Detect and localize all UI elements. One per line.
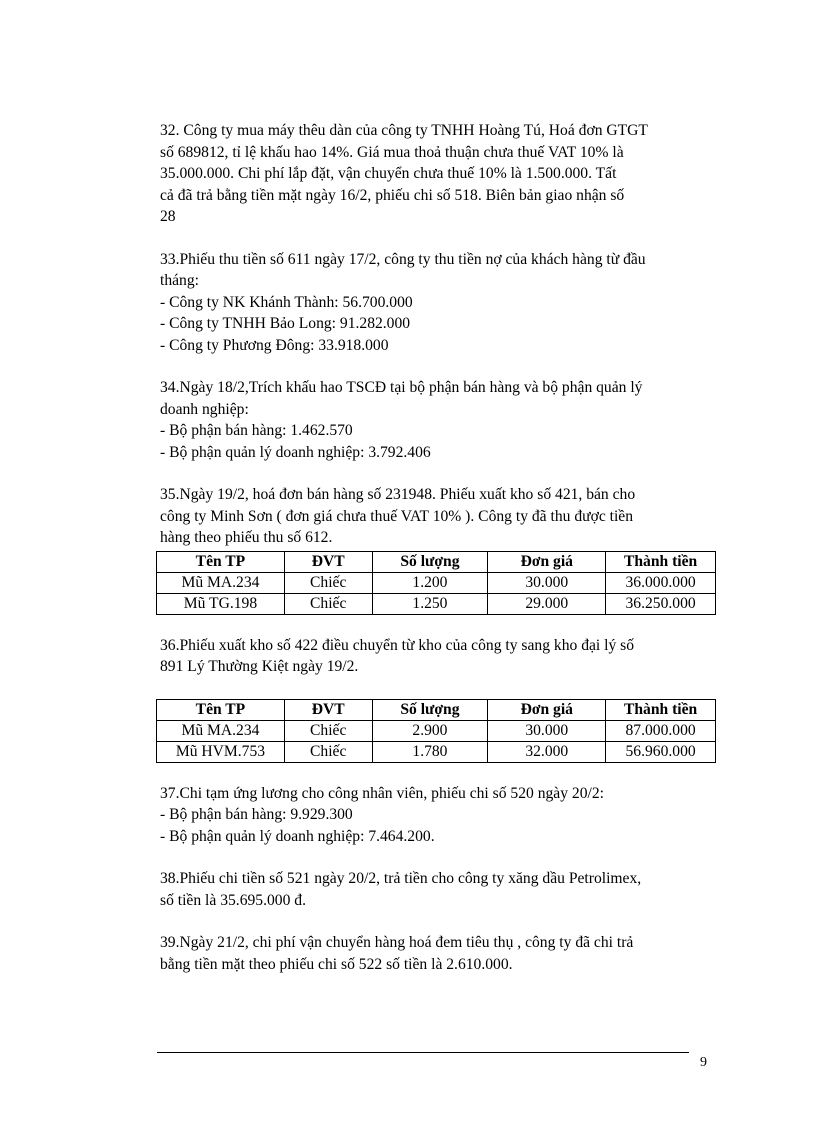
item-32-line: 32. Công ty mua máy thêu dàn của công ty TNHH Hoàng Tú, Hoá đơn GTGT (160, 122, 648, 139)
table-cell: 32.000 (488, 741, 606, 762)
table-cell: Mũ MA.234 (157, 572, 285, 593)
list-item: - Bộ phận bán hàng: 9.929.300 (160, 806, 353, 823)
table-cell: 30.000 (488, 572, 606, 593)
item-35 (160, 484, 712, 549)
column-header: ĐVT (284, 699, 372, 720)
column-header: Đơn giá (488, 551, 606, 572)
page-content (160, 120, 712, 996)
item-32-line: cả đã trả bằng tiền mặt ngày 16/2, phiếu chi số 518. Biên bản giao nhận số (160, 186, 625, 204)
item-32-line: 35.000.000. Chi phí lắp đặt, vận chuyển chưa thuế 10% là 1.500.000. Tất (160, 165, 617, 182)
list-item: - Công ty NK Khánh Thành: 56.700.000 (160, 293, 413, 311)
column-header: Tên TP (157, 551, 285, 572)
item-39 (160, 932, 712, 975)
column-header: Số lượng (372, 551, 488, 572)
item-36-line: 891 Lý Thường Kiệt ngày 19/2. (160, 658, 359, 675)
item-36 (160, 635, 712, 678)
page-number: 9 (700, 1055, 707, 1070)
table-cell: Mũ MA.234 (157, 720, 285, 741)
item-33-line: 33.Phiếu thu tiền số 611 ngày 17/2, công ty thu tiền nợ của khách hàng từ đầu (160, 250, 646, 268)
item-38-line: 38.Phiếu chi tiền số 521 ngày 20/2, trả tiền cho công ty xăng dầu Petrolimex, (160, 870, 642, 887)
list-item: - Bộ phận quản lý doanh nghiệp: 7.464.200. (160, 827, 435, 845)
table-cell: 56.960.000 (606, 741, 716, 762)
table-cell: 1.200 (372, 572, 488, 593)
item-34 (160, 377, 712, 463)
table-cell: Mũ HVM.753 (157, 741, 285, 762)
item-38 (160, 868, 712, 911)
item-35-line: hàng theo phiếu thu số 612. (160, 529, 333, 546)
list-item: - Công ty Phương Đông: 33.918.000 (160, 336, 389, 354)
item-34-line: 34.Ngày 18/2,Trích khấu hao TSCĐ tại bộ phận bán hàng và bộ phận quản lý (160, 379, 643, 396)
item-34-line: doanh nghiệp: (160, 400, 249, 418)
table-row (157, 572, 716, 593)
table-cell: 36.250.000 (606, 593, 716, 614)
item-38-line: số tiền là 35.695.000 đ. (160, 891, 306, 909)
item-33 (160, 249, 712, 357)
column-header: Số lượng (372, 699, 488, 720)
item-39-line: bằng tiền mặt theo phiếu chi số 522 số tiền là 2.610.000. (160, 955, 513, 973)
table-row (157, 593, 716, 614)
table-cell: Chiếc (284, 593, 372, 614)
table-cell: 1.250 (372, 593, 488, 614)
footer-divider (157, 1052, 689, 1053)
table-cell: 2.900 (372, 720, 488, 741)
sales-table-35 (156, 551, 716, 615)
item-39-line: 39.Ngày 21/2, chi phí vận chuyển hàng hoá đem tiêu thụ , công ty đã chi trả (160, 934, 634, 951)
column-header: Thành tiền (606, 551, 716, 572)
item-32-line: số 689812, tỉ lệ khấu hao 14%. Giá mua thoả thuận chưa thuế VAT 10% là (160, 143, 624, 161)
column-header: Đơn giá (488, 699, 606, 720)
table-cell: 1.780 (372, 741, 488, 762)
item-35-line: 35.Ngày 19/2, hoá đơn bán hàng số 231948. Phiếu xuất kho số 421, bán cho (160, 486, 636, 503)
table-cell: 87.000.000 (606, 720, 716, 741)
column-header: Tên TP (157, 699, 285, 720)
transfer-table-36 (156, 699, 716, 763)
table-cell: 36.000.000 (606, 572, 716, 593)
item-37 (160, 783, 712, 848)
table-cell: Chiếc (284, 572, 372, 593)
table-cell: Mũ TG.198 (157, 593, 285, 614)
table-cell: Chiếc (284, 720, 372, 741)
column-header: ĐVT (284, 551, 372, 572)
table-header-row (157, 699, 716, 720)
item-32 (160, 120, 712, 228)
table-row (157, 720, 716, 741)
column-header: Thành tiền (606, 699, 716, 720)
list-item: - Bộ phận quản lý doanh nghiệp: 3.792.406 (160, 443, 431, 461)
item-37-line: 37.Chi tạm ứng lương cho công nhân viên, phiếu chi số 520 ngày 20/2: (160, 784, 604, 802)
table-header-row (157, 551, 716, 572)
item-32-line: 28 (160, 208, 176, 225)
item-33-line: tháng: (160, 272, 199, 289)
item-35-line: công ty Minh Sơn ( đơn giá chưa thuế VAT 10% ). Công ty đã thu được tiền (160, 507, 634, 525)
list-item: - Bộ phận bán hàng: 1.462.570 (160, 422, 353, 439)
table-cell: 30.000 (488, 720, 606, 741)
list-item: - Công ty TNHH Bảo Long: 91.282.000 (160, 315, 411, 332)
table-cell: Chiếc (284, 741, 372, 762)
table-cell: 29.000 (488, 593, 606, 614)
item-36-line: 36.Phiếu xuất kho số 422 điều chuyển từ kho của công ty sang kho đại lý số (160, 636, 635, 654)
table-row (157, 741, 716, 762)
